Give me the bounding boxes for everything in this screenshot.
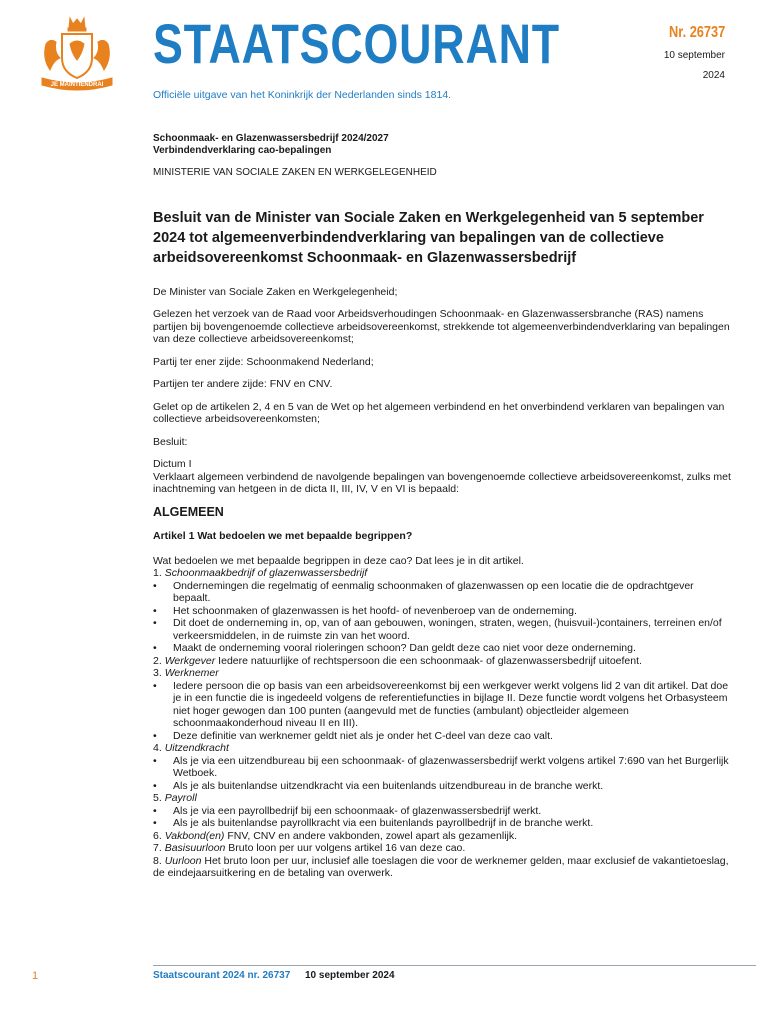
definition-item: [153, 742, 733, 792]
definition-item: [153, 792, 733, 830]
issue-year: 2024: [702, 70, 725, 81]
bullet-item: • Ondernemingen die regelmatig of eenmalig schoonmaken of glazenwassen op een locatie die de opdrachtgever bepaalt.: [153, 580, 733, 605]
definition-number: 3.: [153, 667, 162, 679]
decision-title: Besluit van de Minister van Sociale Zaken en Werkgelegenheid van 5 september 2024 tot algemeenverbindendverklaring van bepalingen van de collectieve arbeidsovereenkomst Schoonmaak- en Glazenwassersbedrijf: [153, 209, 704, 266]
article-intro: Wat bedoelen we met bepaalde begrippen in deze cao? Dat lees je in dit artikel.: [153, 554, 524, 567]
bullet-list: [153, 580, 733, 655]
definition-list: [153, 567, 733, 880]
masthead-tagline: Officiële uitgave van het Koninkrijk der Nederlanden sinds 1814.: [153, 89, 452, 101]
footer-publication: Staatscourant 2024 nr. 26737: [153, 970, 291, 981]
definition-number: 6.: [153, 829, 162, 842]
paragraph: Partij ter ener zijde: Schoonmakend Nederland;: [153, 355, 374, 368]
footer-divider: [153, 965, 756, 966]
bullet-item: • Als je als buitenlandse uitzendkracht via een buitenlands uitzendbureau in de branche werkt.: [153, 780, 733, 793]
definition-item: [153, 830, 733, 843]
definition-number: 7.: [153, 842, 162, 854]
definition-text: FNV, CNV en andere vakbonden, zowel apart als gezamenlijk.: [224, 829, 518, 842]
definition-term: Werkgever: [164, 654, 216, 667]
bullet-item: • Iedere persoon die op basis van een arbeidsovereenkomst bij een werkgever werkt volgens lid 2 van dit artikel. Dat doe je in een functie die is ingedeeld volgens de referentiefuncties in bijlage II. Deze functie wordt volgens het Orbasysteem niet hoger gewogen dan 100 punten (aangevuld met de functies (ambulant) objectleider algemeen schoonmaakonderhoud niveau II en III).: [153, 680, 733, 730]
ministry-name: MINISTERIE VAN SOCIALE ZAKEN EN WERKGELEGENHEID: [153, 167, 437, 178]
bullet-item: • Maakt de onderneming vooral rioleringen schoon? Dan geldt deze cao niet voor deze onderneming.: [153, 642, 733, 655]
royal-crest-logo: [38, 14, 116, 94]
paragraph: Partijen ter andere zijde: FNV en CNV.: [153, 378, 333, 390]
definition-text: Het bruto loon per uur, inclusief alle toeslagen die voor de werknemer gelden, maar exclusief de vakantietoeslag, de eindejaarsuitkering en de betaling van overwerk.: [153, 854, 729, 879]
definition-number: 4.: [153, 742, 162, 754]
definition-text: Bruto loon per uur volgens artikel 16 van deze cao.: [225, 842, 466, 854]
definition-item: [153, 855, 733, 880]
paragraph: Besluit:: [153, 435, 188, 448]
dictum-text: Verklaart algemeen verbindend de navolgende bepalingen van bovengenoemde collectieve arbeidsovereenkomst, zulks met inachtneming van hetgeen in de dicta II, III, IV, V en VI is bepaald:: [153, 470, 731, 495]
bullet-item: • Als je via een payrollbedrijf bij een schoonmaak- of glazenwassersbedrijf werkt.: [153, 805, 733, 818]
definition-number: 8.: [153, 854, 162, 867]
footer-date: 10 september 2024: [305, 970, 395, 981]
definition-item: [153, 567, 733, 655]
page-number: 1: [32, 970, 39, 982]
section-heading: ALGEMEEN: [153, 504, 224, 519]
definition-item: [153, 655, 733, 668]
masthead-title: STAATSCOURANT: [153, 12, 560, 75]
document-subject: Schoonmaak- en Glazenwassersbedrijf 2024/2027: [153, 133, 389, 144]
preamble: [153, 286, 733, 496]
document-subtitle: Verbindendverklaring cao-bepalingen: [153, 145, 332, 156]
crest-motto: JE MAINTIENDRAI: [50, 82, 104, 88]
definition-term: Basisuurloon: [164, 842, 226, 854]
paragraph: Gelet op de artikelen 2, 4 en 5 van de Wet op het algemeen verbindend en het onverbindend verklaren van bepalingen van collectieve arbeidsovereenkomsten;: [153, 400, 725, 425]
paragraph: Gelezen het verzoek van de Raad voor Arbeidsverhoudingen Schoonmaak- en Glazenwassersbranche (RAS) namens partijen bij bovengenoemde collectieve arbeidsovereenkomst, strekkende tot algemeenverbindendverklaring van bepalingen van deze collectieve arbeidsovereenkomst;: [153, 308, 730, 345]
definition-term: Payroll: [164, 792, 197, 804]
bullet-list: [153, 755, 733, 793]
bullet-item: • Dit doet de onderneming in, op, van of aan gebouwen, woningen, straten, wegen, (huisvuil-)containers, terreinen en/of verkeersmiddelen, in de ruimste zin van het woord.: [153, 617, 733, 642]
definition-number: 5.: [153, 792, 162, 804]
definition-term: Werknemer: [164, 667, 219, 679]
definition-number: 1.: [153, 567, 162, 579]
issue-date: 10 september: [663, 50, 725, 61]
dictum-label: Dictum I: [153, 458, 192, 470]
article-heading: Artikel 1 Wat bedoelen we met bepaalde begrippen?: [153, 530, 413, 542]
document-body: [153, 133, 733, 880]
definition-item: [153, 667, 733, 742]
bullet-item: • Het schoonmaken of glazenwassen is het hoofd- of nevenberoep van de onderneming.: [153, 605, 733, 618]
definition-term: Uitzendkracht: [164, 742, 229, 754]
bullet-item: • Als je via een uitzendbureau bij een schoonmaak- of glazenwassersbedrijf werkt volgens artikel 7:690 van het Burgerlijk Wetboek.: [153, 755, 733, 780]
bullet-list: [153, 805, 733, 830]
definition-term: Uurloon: [164, 854, 202, 867]
definition-number: 2.: [153, 654, 162, 667]
definition-term: Vakbond(en): [164, 829, 225, 842]
bullet-list: [153, 680, 733, 743]
definition-text: Iedere natuurlijke of rechtspersoon die een schoonmaak- of glazenwassersbedrijf uitoefent.: [215, 654, 642, 667]
paragraph: De Minister van Sociale Zaken en Werkgelegenheid;: [153, 285, 398, 298]
bullet-item: • Als je als buitenlandse payrollkracht via een buitenlands payrollbedrijf in de branche werkt.: [153, 817, 733, 830]
definition-term: Schoonmaakbedrijf of glazenwassersbedrijf: [164, 567, 368, 579]
issue-number: Nr. 26737: [668, 24, 725, 41]
bullet-item: • Deze definitie van werknemer geldt niet als je onder het C-deel van deze cao valt.: [153, 730, 733, 743]
definition-item: [153, 842, 733, 855]
